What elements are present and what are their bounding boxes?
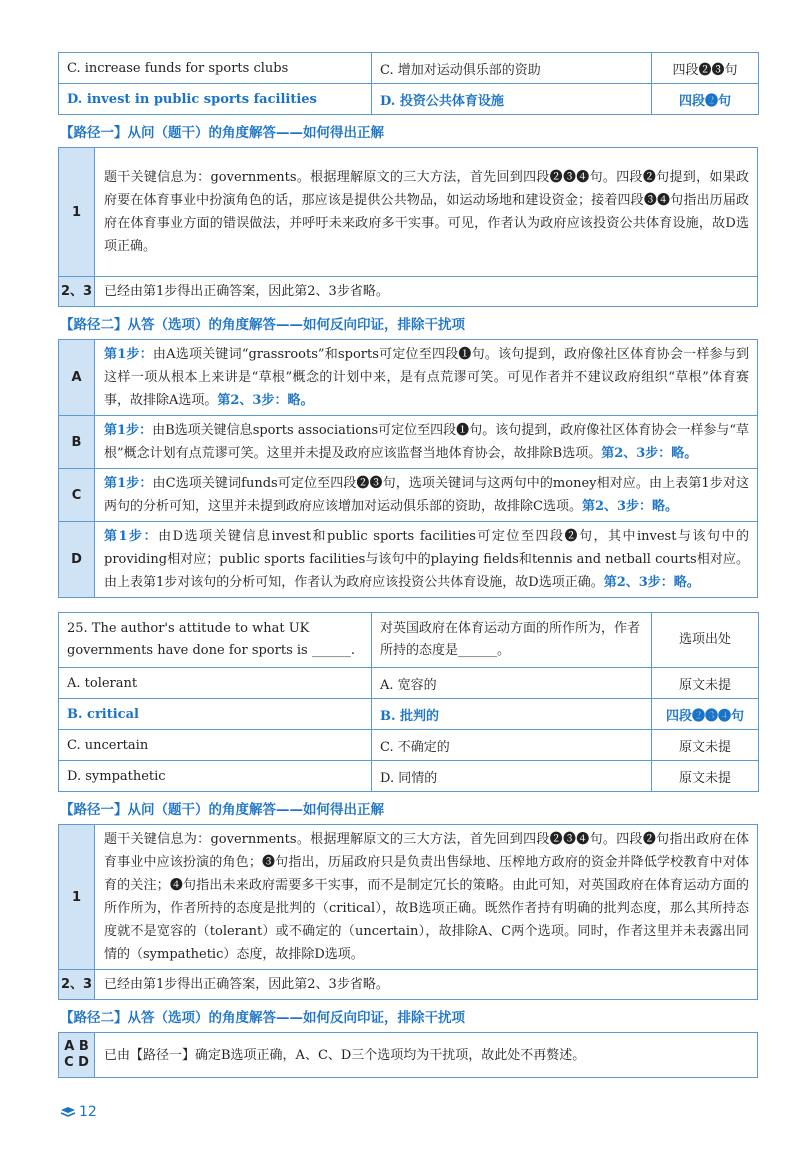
option-source: 四段❷❸句 — [652, 53, 759, 84]
book-icon — [60, 1106, 76, 1118]
path2-table-q25 — [58, 1032, 758, 1078]
table-row — [59, 340, 758, 416]
analysis-text: 由B选项关键信息sports associations可定位至四段❶句。该句提到，政府像社区体育协会一样参与“草根”概念计划有点荒谬可笑。这里并未提及政府应该监督当地体育协会，故排除B选项。 — [104, 423, 749, 461]
question-stem-cn: 对英国政府在体育运动方面的所作所为，作者所持的态度是______。 — [372, 613, 652, 668]
analysis-text: 由A选项关键词“grassroots”和sports可定位至四段❶句。该句提到，政府像社区体育协会一样参与到这样一项从根本上来讲是“草根”概念的计划中来，是有点荒谬可笑。可见作者并不建议政府组织“草根”体育赛事，故排除A选项。 — [104, 347, 749, 408]
option-label: A B C D — [59, 1033, 95, 1078]
table-row — [59, 1033, 758, 1078]
step-tag: 第2、3步：略。 — [601, 446, 698, 461]
question-stem-row — [59, 613, 759, 668]
section-title: 【路径二】从答（选项）的角度解答——如何反向印证，排除干扰项 — [60, 317, 465, 333]
page-content — [58, 52, 758, 1078]
section-title: 【路径二】从答（选项）的角度解答——如何反向印证，排除干扰项 — [60, 1010, 465, 1026]
option-cn: C. 增加对运动俱乐部的资助 — [372, 53, 652, 84]
table-row — [59, 522, 758, 598]
option-cn: B. 批判的 — [372, 699, 652, 730]
step-tag: 第2、3步：略。 — [603, 575, 700, 590]
option-analysis — [95, 469, 758, 522]
step-tag: 第1步： — [104, 347, 153, 362]
table-row — [59, 761, 759, 792]
option-cn: D. 投资公共体育设施 — [372, 84, 652, 115]
table-row-answer — [59, 699, 759, 730]
step-label: 1 — [59, 825, 95, 970]
option-label: A — [59, 340, 95, 416]
option-analysis — [95, 416, 758, 469]
table-row — [59, 825, 758, 970]
step-tag: 第1步： — [104, 423, 153, 438]
analysis-text: 由C选项关键词funds可定位至四段❷❸句，选项关键词与这两句中的money相对应。由上表第1步对这两句的分析可知，这里并未提到政府应该增加对运动俱乐部的资助，故排除C选项。 — [104, 476, 750, 514]
option-en: B. critical — [59, 699, 372, 730]
option-cn: A. 宽容的 — [372, 668, 652, 699]
path1-table — [58, 147, 758, 307]
path1-table-q25 — [58, 824, 758, 1000]
table-row — [59, 416, 758, 469]
analysis-text: 由D选项关键信息invest和public sports facilities可定位至四段❷句，其中invest与该句中的providing相对应；public sports facilities与该句中的playing fields和tennis and netball courts相对应。由上表第1步对该句的分析可知，作者认为政府应该投资公共体育设施，故D选项正确。 — [104, 529, 749, 590]
path2-table — [58, 339, 758, 598]
option-source: 原文未提 — [652, 730, 759, 761]
table-row-answer — [59, 84, 759, 115]
step-text: 题干关键信息为：governments。根据理解原文的三大方法，首先回到四段❷❸❹句。四段❷句提到，如果政府要在体育事业中扮演角色的话，那应该是提供公共物品，如运动场地和建设资金；接着四段❸❹句指出历届政府在体育事业方面的错误做法，并呼吁未来政府多干实事。可见，作者认为政府应该投资公共体育设施，故D选项正确。 — [95, 148, 758, 277]
option-label: D — [59, 522, 95, 598]
step-text: 题干关键信息为：governments。根据理解原文的三大方法，首先回到四段❷❸❹句。四段❷句指出政府在体育事业中应该扮演的角色；❸句指出，历届政府只是负责出售绿地、压榨地方政府的资金并降低学校教育中对体育的关注；❹句指出未来政府需要多干实事，而不是制定冗长的策略。由此可知，对英国政府在体育运动方面的所作所为，作者所持的态度是批判的（critical），故B选项正确。既然作者持有明确的批判态度，那么其所持态度就不是宽容的（tolerant）或不确定的（uncertain），故排除A、C两个选项。同时，作者这里并未表露出同情的（sympathetic）态度，故排除D选项。 — [95, 825, 758, 970]
option-en: C. uncertain — [59, 730, 372, 761]
option-en: D. invest in public sports facilities — [59, 84, 372, 115]
option-analysis — [95, 522, 758, 598]
option-label: C — [59, 469, 95, 522]
step-tag: 第1步： — [104, 529, 159, 544]
table-row — [59, 53, 759, 84]
question-25-table — [58, 612, 759, 792]
step-tag: 第1步： — [104, 476, 153, 491]
option-source: 原文未提 — [652, 668, 759, 699]
question-stem-en: 25. The author's attitude to what UK governments have done for sports is ______. — [59, 613, 372, 668]
table-row — [59, 668, 759, 699]
page-number: 12 — [79, 1104, 97, 1120]
top-options-table — [58, 52, 759, 115]
step-tag: 第2、3步：略。 — [217, 393, 314, 408]
step-label: 2、3 — [59, 277, 95, 307]
source-header: 选项出处 — [652, 613, 759, 668]
step-tag: 第2、3步：略。 — [581, 499, 679, 514]
step-text: 已经由第1步得出正确答案，因此第2、3步省略。 — [95, 277, 758, 307]
section-title: 【路径一】从问（题干）的角度解答——如何得出正解 — [60, 125, 384, 141]
option-label: B — [59, 416, 95, 469]
table-row — [59, 277, 758, 307]
option-en: C. increase funds for sports clubs — [59, 53, 372, 84]
option-source: 原文未提 — [652, 761, 759, 792]
option-source: 四段❷句 — [652, 84, 759, 115]
option-en: D. sympathetic — [59, 761, 372, 792]
table-row — [59, 970, 758, 1000]
option-cn: D. 同情的 — [372, 761, 652, 792]
table-row — [59, 730, 759, 761]
page-footer — [60, 1104, 97, 1120]
step-label: 2、3 — [59, 970, 95, 1000]
table-row — [59, 148, 758, 277]
option-source: 四段❷❸❹句 — [652, 699, 759, 730]
section-title: 【路径一】从问（题干）的角度解答——如何得出正解 — [60, 802, 384, 818]
step-label: 1 — [59, 148, 95, 277]
option-analysis — [95, 340, 758, 416]
option-cn: C. 不确定的 — [372, 730, 652, 761]
step-text: 已由【路径一】确定B选项正确，A、C、D三个选项均为干扰项，故此处不再赘述。 — [95, 1033, 758, 1078]
option-en: A. tolerant — [59, 668, 372, 699]
step-text: 已经由第1步得出正确答案，因此第2、3步省略。 — [95, 970, 758, 1000]
table-row — [59, 469, 758, 522]
